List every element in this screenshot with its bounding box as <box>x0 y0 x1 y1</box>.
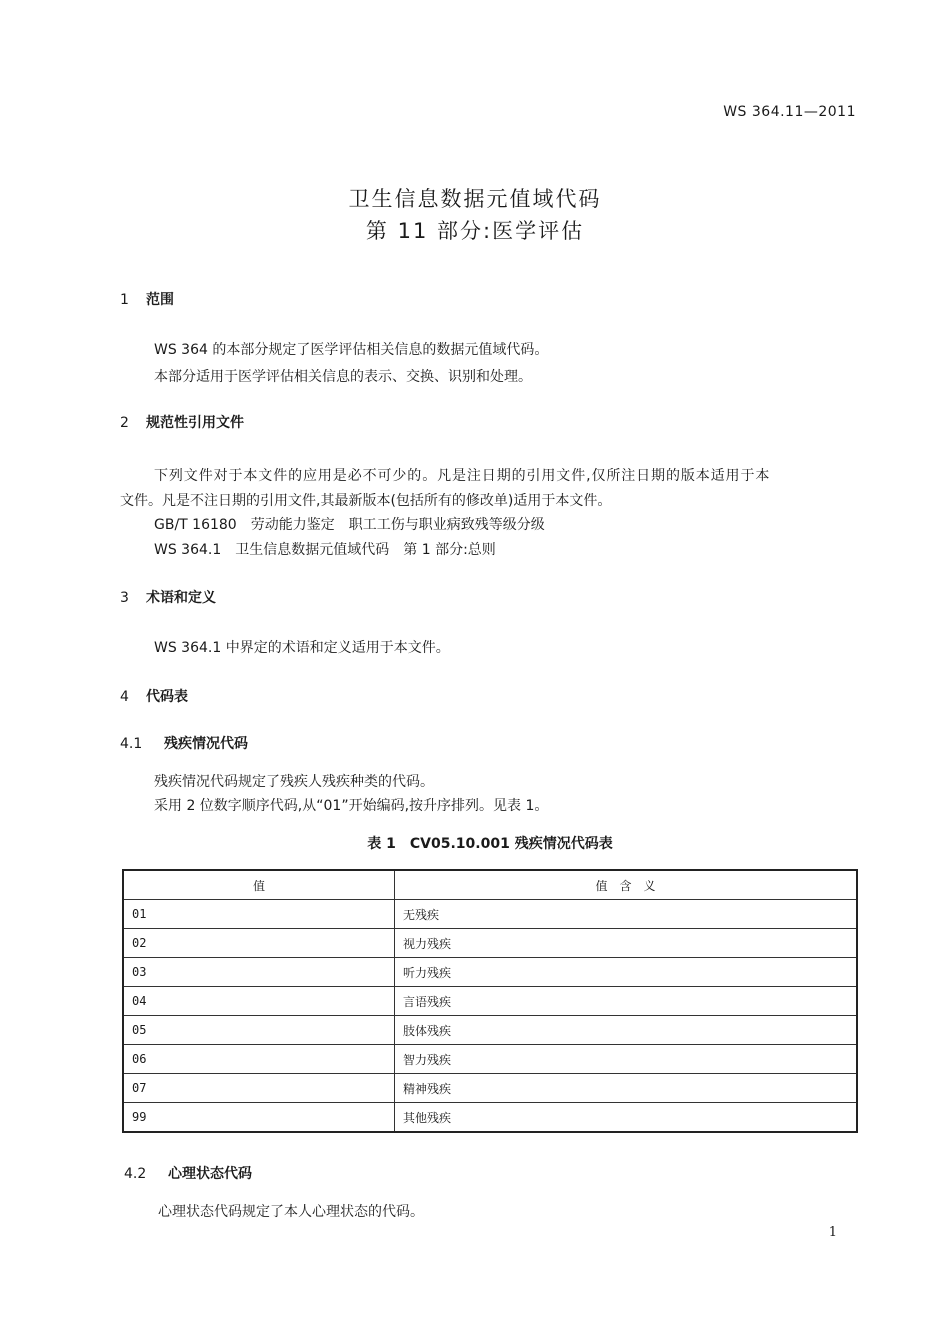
section-1-paragraph-1: WS 364 的本部分规定了医学评估相关信息的数据元值域代码。 <box>154 342 549 358</box>
code-cell: 99 <box>123 1103 395 1133</box>
section-number: 4.2 <box>124 1166 147 1182</box>
meaning-cell: 无残疾 <box>395 900 858 929</box>
section-title: 术语和定义 <box>146 590 216 606</box>
code-cell: 07 <box>123 1074 395 1103</box>
code-cell: 01 <box>123 900 395 929</box>
section-title: 范围 <box>146 292 174 308</box>
document-number: WS 364.11—2011 <box>723 104 856 120</box>
section-4-1-heading <box>120 733 248 753</box>
table-row <box>123 929 857 958</box>
table-row <box>123 958 857 987</box>
reference-ws-364-1: WS 364.1 卫生信息数据元值域代码 第 1 部分:总则 <box>154 542 496 558</box>
section-number: 4.1 <box>120 736 143 752</box>
table-row <box>123 1074 857 1103</box>
section-4-2-heading <box>124 1163 252 1183</box>
table-1-caption: 表 1 CV05.10.001 残疾情况代码表 <box>367 836 613 852</box>
section-title: 残疾情况代码 <box>164 736 248 752</box>
title-line-1: 卫生信息数据元值域代码 <box>348 187 602 211</box>
reference-gb-t-16180: GB/T 16180 劳动能力鉴定 职工工伤与职业病致残等级分级 <box>154 517 545 533</box>
section-2-paragraph-line-2: 文件。凡是不注日期的引用文件,其最新版本(包括所有的修改单)适用于本文件。 <box>120 493 612 509</box>
section-title: 规范性引用文件 <box>146 415 244 431</box>
code-cell: 02 <box>123 929 395 958</box>
table-row <box>123 987 857 1016</box>
column-header-value: 值 <box>123 870 395 900</box>
column-header-meaning: 值 含 义 <box>395 870 858 900</box>
meaning-cell: 肢体残疾 <box>395 1016 858 1045</box>
section-4-heading <box>120 686 188 706</box>
section-3-heading <box>120 587 216 607</box>
code-cell: 06 <box>123 1045 395 1074</box>
meaning-cell: 听力残疾 <box>395 958 858 987</box>
section-4-1-paragraph-1: 残疾情况代码规定了残疾人残疾种类的代码。 <box>154 774 434 790</box>
table-row <box>123 1045 857 1074</box>
meaning-cell: 言语残疾 <box>395 987 858 1016</box>
section-4-1-paragraph-2: 采用 2 位数字顺序代码,从“01”开始编码,按升序排列。见表 1。 <box>154 798 549 814</box>
section-title: 代码表 <box>146 689 188 705</box>
section-number: 1 <box>120 292 129 308</box>
meaning-cell: 视力残疾 <box>395 929 858 958</box>
section-number: 4 <box>120 689 129 705</box>
code-cell: 03 <box>123 958 395 987</box>
code-cell: 05 <box>123 1016 395 1045</box>
section-2-paragraph-line-1: 下列文件对于本文件的应用是必不可少的。凡是注日期的引用文件,仅所注日期的版本适用于本 <box>154 468 771 484</box>
table-row <box>123 900 857 929</box>
meaning-cell: 智力残疾 <box>395 1045 858 1074</box>
meaning-cell: 精神残疾 <box>395 1074 858 1103</box>
meaning-cell: 其他残疾 <box>395 1103 858 1133</box>
section-number: 3 <box>120 590 129 606</box>
section-1-heading <box>120 289 174 309</box>
table-row <box>123 1103 857 1133</box>
section-title: 心理状态代码 <box>168 1166 252 1182</box>
section-3-paragraph: WS 364.1 中界定的术语和定义适用于本文件。 <box>154 640 450 656</box>
page-number: 1 <box>828 1225 837 1240</box>
section-1-paragraph-2: 本部分适用于医学评估相关信息的表示、交换、识别和处理。 <box>154 369 532 385</box>
section-4-2-paragraph: 心理状态代码规定了本人心理状态的代码。 <box>158 1204 424 1220</box>
section-number: 2 <box>120 415 129 431</box>
table-header-row <box>123 870 857 900</box>
table-1 <box>122 869 858 1133</box>
table-row <box>123 1016 857 1045</box>
code-cell: 04 <box>123 987 395 1016</box>
title-line-2: 第 11 部分:医学评估 <box>365 219 585 243</box>
section-2-heading <box>120 412 244 432</box>
